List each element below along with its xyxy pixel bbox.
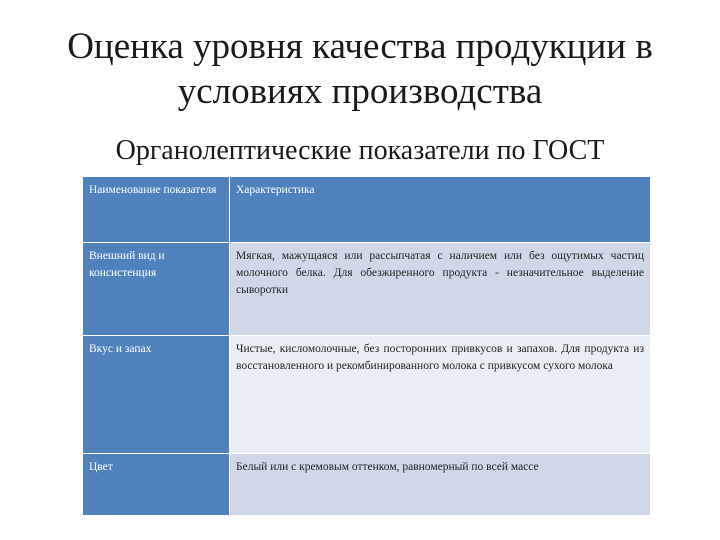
indicator-characteristic-cell: Белый или с кремовым оттенком, равномерный по всей массе [230,454,651,516]
slide-title-line-1: Оценка уровня качества продукции в [67,26,653,67]
slide-title-line-2: условиях производства [177,71,543,112]
indicator-characteristic-cell: Чистые, кисломолочные, без посторонних привкусов и запахов. Для продукта из восстановленного и рекомбинированного молока с привкусом сухого молока [230,336,651,454]
indicator-name-cell: Внешний вид и консистенция [83,243,230,336]
indicator-characteristic-cell: Мягкая, мажущаяся или рассыпчатая с наличием или без ощутимых частиц молочного белка. Для обезжиренного продукта - незначительное выделение сыворотки [230,243,651,336]
indicators-table-container [82,176,650,516]
table-header-row [83,177,651,243]
header-indicator-name: Наименование показателя [83,177,230,243]
slide-title [20,24,700,114]
header-characteristic: Характеристика [230,177,651,243]
table-row [83,243,651,336]
indicator-name-cell: Цвет [83,454,230,516]
table-row [83,336,651,454]
table-row [83,454,651,516]
indicator-name-cell: Вкус и запах [83,336,230,454]
slide-subtitle: Органолептические показатели по ГОСТ [115,135,605,166]
organoleptic-indicators-table [82,176,651,516]
